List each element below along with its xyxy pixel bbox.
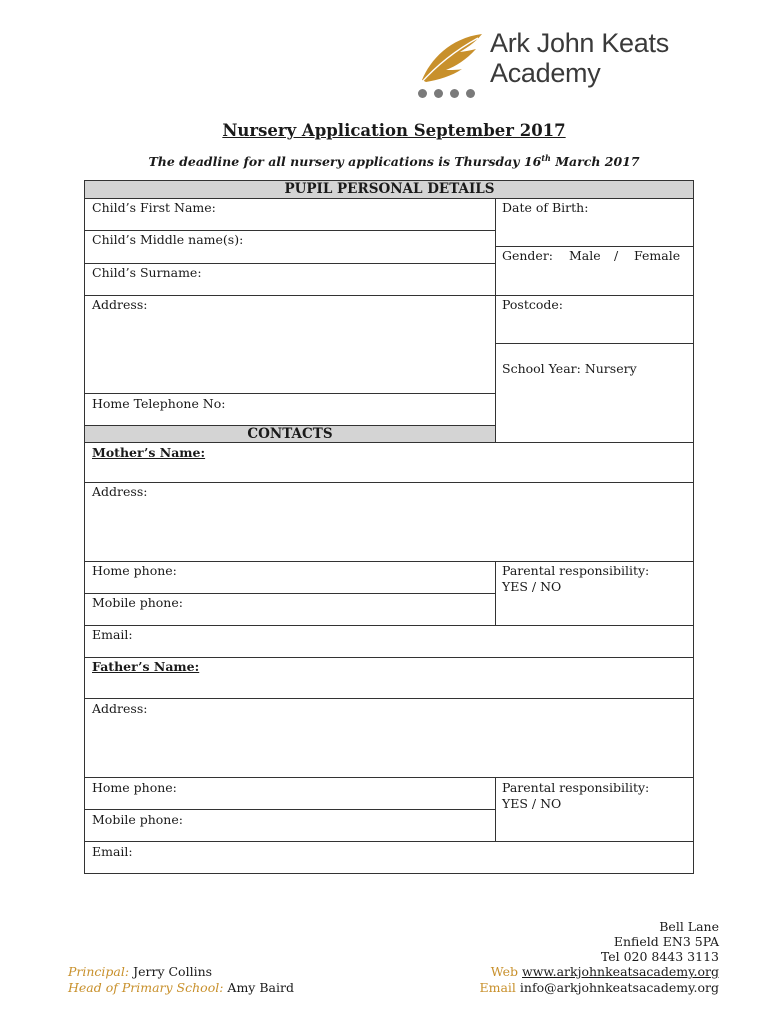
email-address[interactable]: info@arkjohnkeatsacademy.org [519, 980, 719, 995]
rule [84, 873, 694, 874]
first-name-field[interactable]: Child’s First Name: [92, 200, 216, 215]
mother-parental-responsibility-label: Parental responsibility: [502, 563, 650, 578]
rule [84, 482, 694, 483]
rule [84, 593, 495, 594]
home-telephone-field[interactable]: Home Telephone No: [92, 396, 226, 411]
rule [84, 198, 694, 199]
rule [84, 425, 495, 426]
postcode-field[interactable]: Postcode: [502, 297, 564, 312]
rule [495, 343, 694, 344]
gender-label: Gender: [502, 248, 554, 263]
website-line: Web www.arkjohnkeatsacademy.org [490, 964, 719, 979]
column-divider [495, 561, 496, 625]
column-divider [495, 777, 496, 841]
column-divider [495, 198, 496, 443]
rule [84, 698, 694, 699]
gender-separator: / [614, 248, 619, 263]
pupil-details-heading: PUPIL PERSONAL DETAILS [284, 181, 495, 197]
father-home-phone-field[interactable]: Home phone: [92, 780, 177, 795]
head-of-primary-line: Head of Primary School: Amy Baird [68, 980, 294, 995]
father-name-field[interactable]: Father’s Name: [92, 659, 200, 674]
rule [84, 442, 694, 443]
form-border-right [693, 180, 694, 874]
rule [84, 625, 694, 626]
rule [84, 295, 694, 296]
contacts-heading: CONTACTS [247, 426, 333, 442]
rule [84, 561, 694, 562]
address-line1: Bell Lane [659, 919, 719, 934]
father-parental-responsibility-label: Parental responsibility: [502, 780, 650, 795]
mother-home-phone-field[interactable]: Home phone: [92, 563, 177, 578]
mother-email-field[interactable]: Email: [92, 627, 133, 642]
surname-field[interactable]: Child’s Surname: [92, 265, 202, 280]
principal-line: Principal: Jerry Collins [68, 964, 213, 979]
gender-female-option[interactable]: Female [634, 248, 681, 263]
form-title: Nursery Application September 2017 [222, 121, 566, 140]
gender-male-option[interactable]: Male [569, 248, 601, 263]
rule [495, 246, 694, 247]
form-border-left [84, 180, 85, 874]
rule [84, 777, 694, 778]
father-address-field[interactable]: Address: [92, 701, 148, 716]
rule [84, 180, 694, 181]
email-line: Email info@arkjohnkeatsacademy.org [479, 980, 719, 995]
logo-text-line2: Academy [490, 58, 601, 88]
telephone: Tel 020 8443 3113 [600, 949, 719, 964]
father-parental-yes-no[interactable]: YES / NO [502, 796, 562, 811]
rule [84, 809, 495, 810]
deadline-note: The deadline for all nursery applications is Thursday 16th March 2017 [148, 153, 640, 170]
dob-field[interactable]: Date of Birth: [502, 200, 589, 215]
mother-mobile-field[interactable]: Mobile phone: [92, 595, 183, 610]
address-line2: Enfield EN3 5PA [613, 934, 719, 949]
father-email-field[interactable]: Email: [92, 844, 133, 859]
rule [84, 393, 495, 394]
rule [84, 263, 495, 264]
website-link[interactable]: www.arkjohnkeatsacademy.org [522, 964, 719, 979]
address-field[interactable]: Address: [92, 297, 148, 312]
rule [84, 657, 694, 658]
mother-address-field[interactable]: Address: [92, 484, 148, 499]
logo-text-line1: Ark John Keats [490, 28, 669, 58]
mother-parental-yes-no[interactable]: YES / NO [502, 579, 562, 594]
mother-name-field[interactable]: Mother’s Name: [92, 445, 206, 460]
rule [84, 230, 495, 231]
school-year-label: School Year: Nursery [502, 361, 637, 376]
rule [84, 841, 694, 842]
father-mobile-field[interactable]: Mobile phone: [92, 812, 183, 827]
middle-name-field[interactable]: Child’s Middle name(s): [92, 232, 244, 247]
